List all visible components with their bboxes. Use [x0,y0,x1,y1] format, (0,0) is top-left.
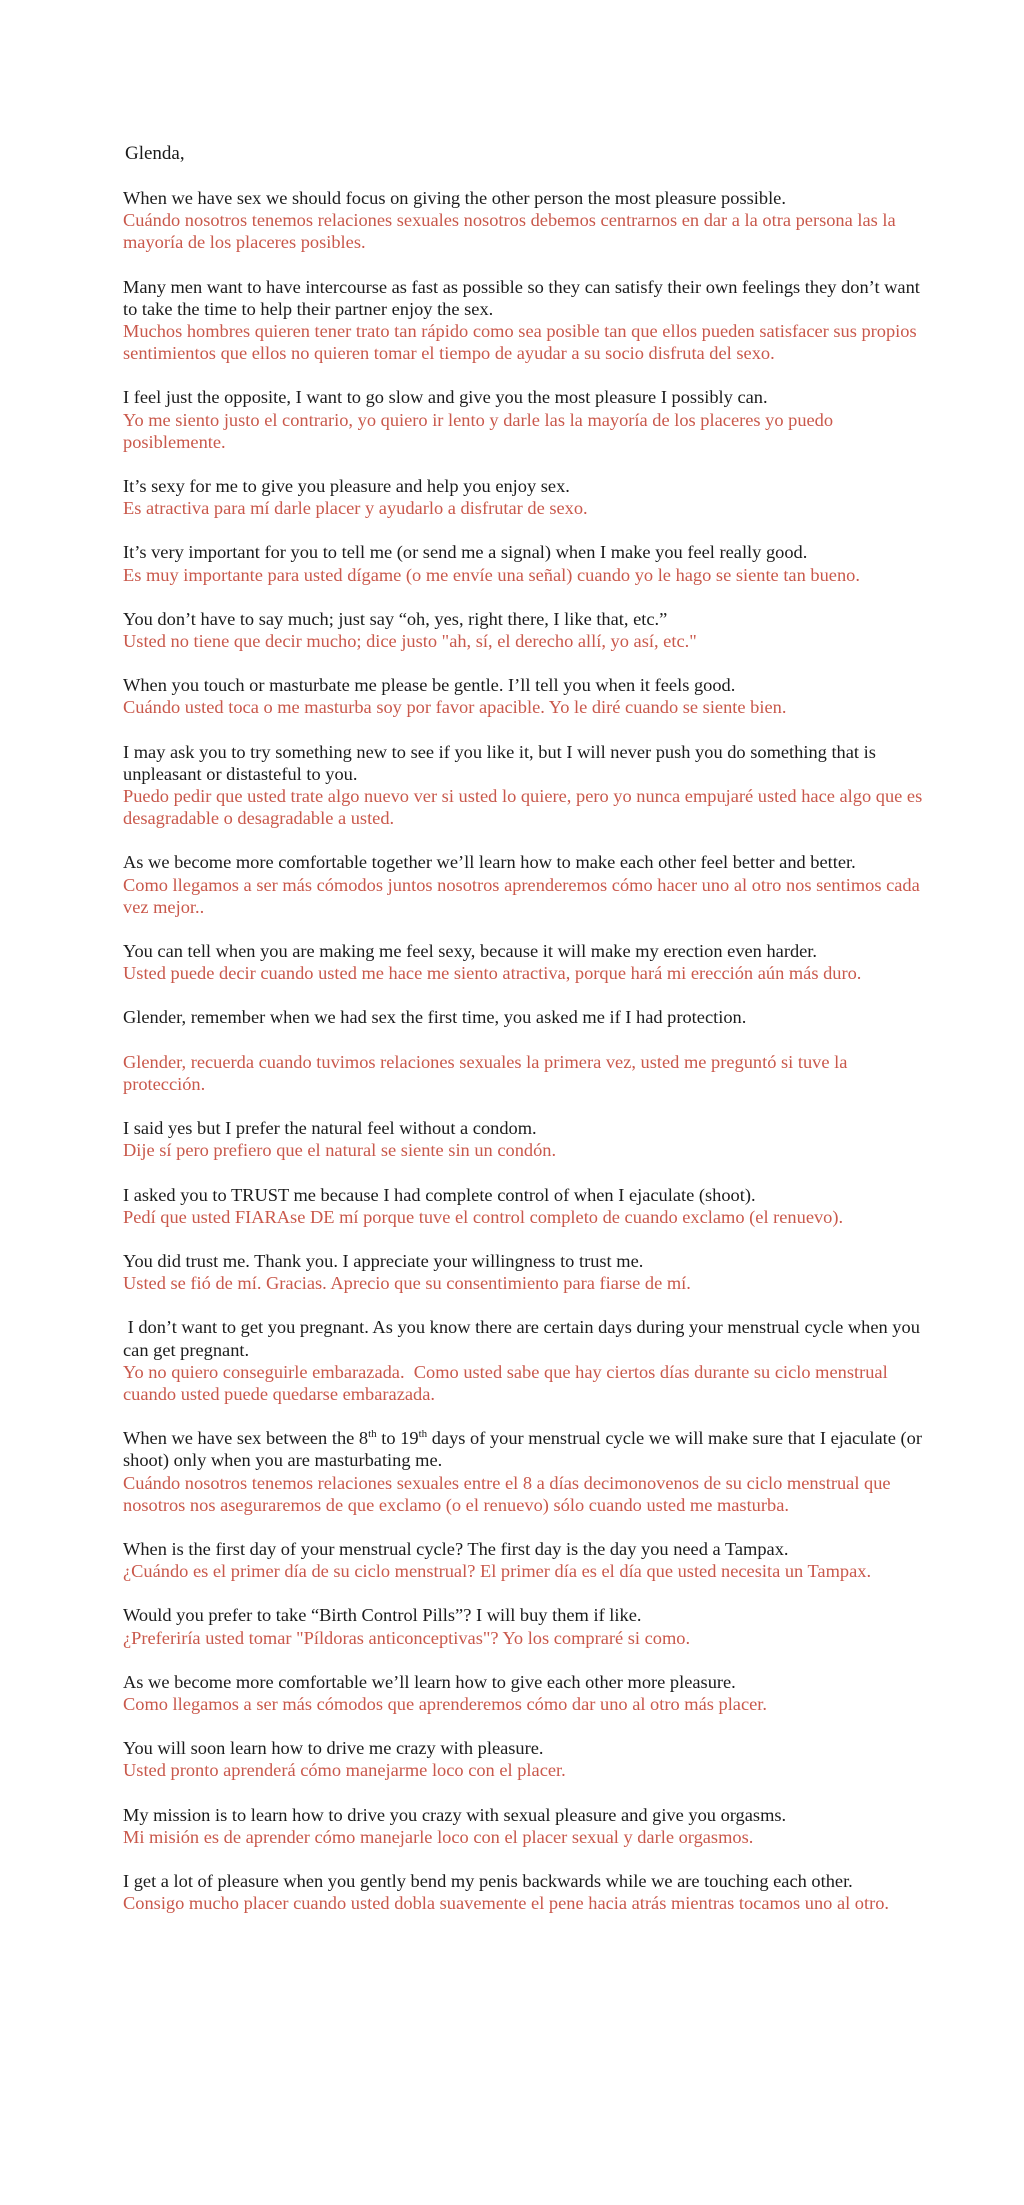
ordinal-suffix: th [418,1428,428,1440]
paragraph-8 [123,741,934,830]
english-text: Many men want to have intercourse as fast as possible so they can satisfy their own feelings they don’t want to take the time to help their partner enjoy the sex. [123,276,920,319]
english-text: I asked you to TRUST me because I had complete control of when I ejaculate (shoot). [123,1184,756,1205]
paragraph-7 [123,674,934,718]
salutation: Glenda, [125,143,185,164]
spanish-translation: Como llegamos a ser más cómodos que aprenderemos cómo dar uno al otro más placer. [123,1693,768,1714]
spanish-translation: Cuándo usted toca o me masturba soy por favor apacible. Yo le diré cuando se siente bien. [123,697,787,718]
spanish-translation: Pedí que usted FIARAse DE mí porque tuve el control completo de cuando exclamo (el renuevo). [123,1206,844,1227]
spanish-translation: Usted no tiene que decir mucho; dice justo "ah, sí, el derecho allí, yo así, etc." [123,631,697,652]
paragraph-20 [123,1737,934,1781]
english-text: When is the first day of your menstrual cycle? The first day is the day you need a Tampax. [123,1538,789,1559]
paragraph-2 [123,276,934,365]
paragraph-9 [123,851,934,918]
spanish-translation: Consigo mucho placer cuando usted dobla suavemente el pene hacia atrás mientras tocamos uno al otro. [123,1893,890,1914]
english-text: I don’t want to get you pregnant. As you know there are certain days during your menstrual cycle when you can get pregnant. [123,1317,925,1360]
paragraph-18 [123,1604,934,1648]
paragraph-12 [123,1117,934,1161]
english-text: As we become more comfortable we’ll learn how to give each other more pleasure. [123,1671,736,1692]
paragraph-11 [123,1006,934,1095]
paragraph-10 [123,940,934,984]
english-text: I said yes but I prefer the natural feel without a condom. [123,1118,537,1139]
english-text: You can tell when you are making me feel sexy, because it will make my erection even harder. [123,941,818,962]
spanish-translation: Cuándo nosotros tenemos relaciones sexuales nosotros debemos centrarnos en dar a la otra persona las la mayoría de los placeres posibles. [123,210,896,253]
english-text: When you touch or masturbate me please be gentle. I’ll tell you when it feels good. [123,675,736,696]
english-text: Glender, remember when we had sex the first time, you asked me if I had protection. [123,1007,747,1028]
english-text: It’s sexy for me to give you pleasure and help you enjoy sex. [123,476,570,497]
paragraph-5 [123,541,934,585]
paragraph-15 [123,1316,934,1405]
spanish-translation: Dije sí pero prefiero que el natural se siente sin un condón. [123,1140,557,1161]
spanish-translation: Es muy importante para usted dígame (o me envíe una señal) cuando yo le hago se siente tan bueno. [123,564,860,585]
english-text: You don’t have to say much; just say “oh, yes, right there, I like that, etc.” [123,608,668,629]
english-text [123,1427,934,1471]
spanish-translation: Cuándo nosotros tenemos relaciones sexuales entre el 8 a días decimonovenos de su ciclo menstrual que nosotros nos aseguraremos de que exclamo (o el renuevo) sólo cuando usted me masturba. [123,1472,891,1515]
spanish-translation: ¿Cuándo es el primer día de su ciclo menstrual? El primer día es el día que usted necesita un Tampax. [123,1561,872,1582]
paragraph-17 [123,1538,934,1582]
paragraph-3 [123,386,934,453]
english-text: I get a lot of pleasure when you gently bend my penis backwards while we are touching each other. [123,1870,853,1891]
english-text-part: to 19 [376,1428,419,1449]
english-text-part: When we have sex between the 8 [123,1428,369,1449]
paragraph-19 [123,1671,934,1715]
paragraph-4 [123,475,934,519]
paragraph-6 [123,608,934,652]
paragraph-21 [123,1804,934,1848]
english-text: You did trust me. Thank you. I appreciate your willingness to trust me. [123,1250,644,1271]
paragraph-13 [123,1184,934,1228]
spanish-translation: Usted puede decir cuando usted me hace me siento atractiva, porque hará mi erección aún más duro. [123,963,862,984]
spanish-translation: Usted se fió de mí. Gracias. Aprecio que su consentimiento para fiarse de mí. [123,1273,691,1294]
paragraph-16 [123,1427,934,1516]
paragraph-1 [123,187,934,254]
english-text: Would you prefer to take “Birth Control Pills”? I will buy them if like. [123,1605,642,1626]
spanish-translation: Yo no quiero conseguirle embarazada. Como usted sabe que hay ciertos días durante su ciclo menstrual cuando usted puede quedarse embarazada. [123,1361,893,1404]
paragraph-22 [123,1870,934,1914]
english-text: My mission is to learn how to drive you crazy with sexual pleasure and give you orgasms. [123,1804,787,1825]
spanish-translation: Yo me siento justo el contrario, yo quiero ir lento y darle las la mayoría de los placeres yo puedo posiblemente. [123,409,834,452]
spanish-translation: ¿Preferiría usted tomar "Píldoras anticonceptivas"? Yo los compraré si como. [123,1627,691,1648]
english-text: You will soon learn how to drive me crazy with pleasure. [123,1738,544,1759]
english-text: When we have sex we should focus on giving the other person the most pleasure possible. [123,188,786,208]
ordinal-suffix: th [368,1428,377,1440]
paragraph-14 [123,1250,934,1294]
english-text: It’s very important for you to tell me (or send me a signal) when I make you feel really good. [123,542,808,563]
spanish-translation: Usted pronto aprenderá cómo manejarme loco con el placer. [123,1760,566,1781]
spanish-translation: Mi misión es de aprender cómo manejarle loco con el placer sexual y darle orgasmos. [123,1826,754,1847]
spanish-translation: Es atractiva para mí darle placer y ayudarlo a disfrutar de sexo. [123,498,588,519]
spanish-translation: Glender, recuerda cuando tuvimos relaciones sexuales la primera vez, usted me preguntó si tuve la protección. [123,1051,848,1094]
spanish-translation: Muchos hombres quieren tener trato tan rápido como sea posible tan que ellos pueden satisfacer sus propios sentimientos que ellos no quieren tomar el tiempo de ayudar a su socio disfruta del sexo. [123,321,917,364]
english-text-part: days of your menstrual cycle we will make sure that I ejaculate (or shoot) only when you are masturbating me. [123,1428,927,1471]
english-text: I feel just the opposite, I want to go slow and give you the most pleasure I possibly can. [123,387,768,408]
spanish-translation: Puedo pedir que usted trate algo nuevo ver si usted lo quiere, pero yo nunca empujaré usted hace algo que es desagradable o desagradable a usted. [123,786,923,829]
english-text: I may ask you to try something new to see if you like it, but I will never push you do something that is unpleasant or distasteful to you. [123,741,876,784]
spanish-translation: Como llegamos a ser más cómodos juntos nosotros aprenderemos cómo hacer uno al otro nos sentimos cada vez mejor.. [123,874,920,917]
english-text: As we become more comfortable together we’ll learn how to make each other feel better and better. [123,852,856,873]
